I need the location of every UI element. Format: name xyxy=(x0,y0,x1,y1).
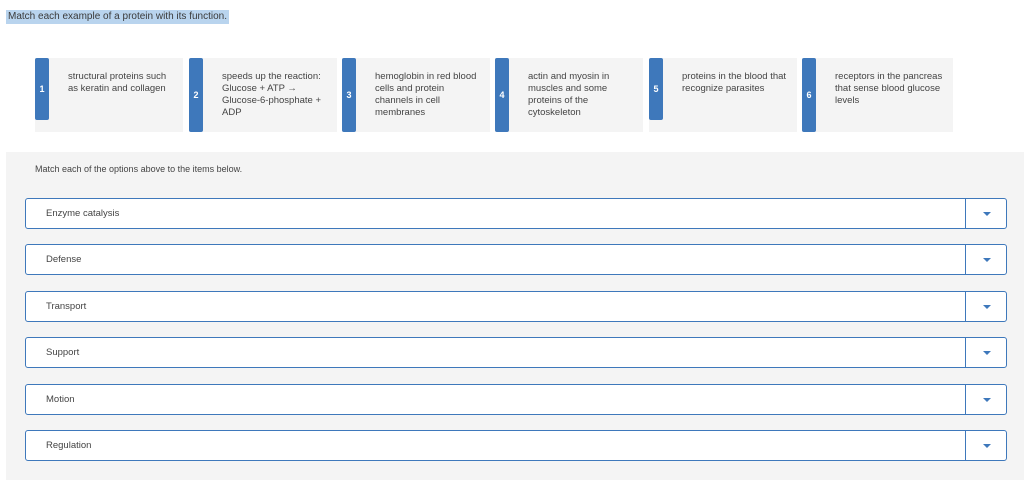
dropdown-defense[interactable] xyxy=(25,244,1007,275)
option-number-badge: 1 xyxy=(35,58,49,120)
dropdown-label: Motion xyxy=(46,394,75,405)
option-number-badge: 4 xyxy=(495,58,509,132)
option-text: hemoglobin in red blood cells and protein channels in cell membranes xyxy=(375,71,477,118)
chevron-down-icon[interactable] xyxy=(983,351,991,355)
dropdown-divider xyxy=(965,431,966,460)
option-text: speeds up the reaction: Glucose + ATP → Glucose-6-phosphate + ADP xyxy=(222,71,322,118)
dropdown-label: Regulation xyxy=(46,440,92,451)
chevron-down-icon[interactable] xyxy=(983,212,991,216)
dropdown-label: Support xyxy=(46,347,80,358)
option-number-badge: 5 xyxy=(649,58,663,120)
dropdown-divider xyxy=(965,245,966,274)
option-text: actin and myosin in muscles and some proteins of the cytoskeleton xyxy=(528,71,610,118)
option-card-3[interactable] xyxy=(342,58,490,132)
option-text: structural proteins such as keratin and collagen xyxy=(68,71,167,94)
dropdown-divider xyxy=(965,338,966,367)
dropdown-support[interactable] xyxy=(25,337,1007,368)
option-card-6[interactable] xyxy=(802,58,953,132)
option-card-2[interactable] xyxy=(189,58,337,132)
dropdown-divider xyxy=(965,292,966,321)
option-card-1[interactable] xyxy=(35,58,183,132)
dropdown-label: Defense xyxy=(46,254,82,265)
dropdown-divider xyxy=(965,385,966,414)
option-text: receptors in the pancreas that sense blood glucose levels xyxy=(835,71,943,106)
option-number-badge: 3 xyxy=(342,58,356,132)
chevron-down-icon[interactable] xyxy=(983,444,991,448)
option-number-badge: 2 xyxy=(189,58,203,132)
chevron-down-icon[interactable] xyxy=(983,305,991,309)
option-text: proteins in the blood that recognize parasites xyxy=(682,71,787,94)
chevron-down-icon[interactable] xyxy=(983,398,991,402)
question-prompt: Match each example of a protein with its function. xyxy=(8,11,228,22)
dropdown-motion[interactable] xyxy=(25,384,1007,415)
dropdown-divider xyxy=(965,199,966,228)
matching-instruction: Match each of the options above to the items below. xyxy=(35,164,243,174)
option-number-badge: 6 xyxy=(802,58,816,132)
option-card-5[interactable] xyxy=(649,58,797,132)
dropdown-label: Transport xyxy=(46,301,87,312)
dropdown-label: Enzyme catalysis xyxy=(46,208,120,219)
dropdown-regulation[interactable] xyxy=(25,430,1007,461)
dropdown-transport[interactable] xyxy=(25,291,1007,322)
chevron-down-icon[interactable] xyxy=(983,258,991,262)
dropdown-enzyme-catalysis[interactable] xyxy=(25,198,1007,229)
option-card-4[interactable] xyxy=(495,58,643,132)
